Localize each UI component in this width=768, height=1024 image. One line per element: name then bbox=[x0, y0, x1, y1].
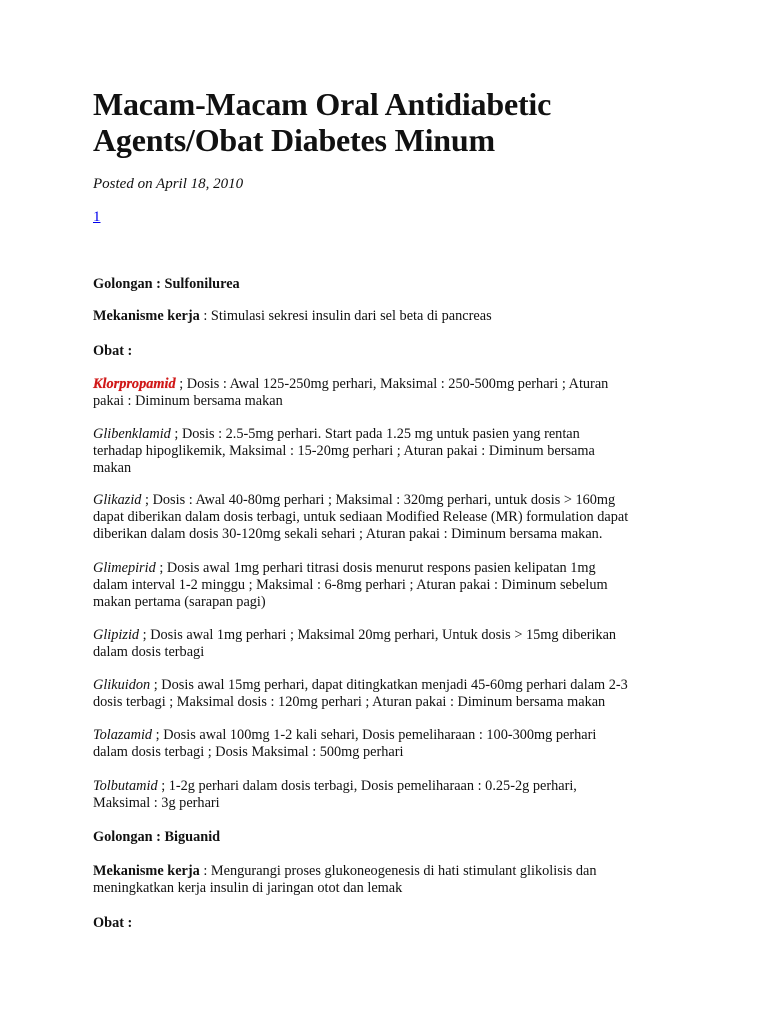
drug-entry-glikazid bbox=[93, 492, 693, 543]
drug-name-glimepirid: Glimepirid bbox=[93, 560, 156, 576]
mekanisme-sulfonilurea bbox=[93, 308, 683, 325]
section-heading-biguanid: Golongan : Biguanid bbox=[93, 829, 221, 845]
drug-text: dalam dosis terbagi ; Dosis Maksimal : 500mg perhari bbox=[93, 744, 404, 760]
obat-label-sulfonilurea: Obat : bbox=[93, 343, 133, 359]
article-title bbox=[93, 86, 683, 158]
section-heading-sulfonilurea: Golongan : Sulfonilurea bbox=[93, 276, 240, 292]
drug-text: ; Dosis awal 100mg 1-2 kali sehari, Dosis pemeliharaan : 100-300mg perhari bbox=[152, 727, 597, 743]
mekanisme-text: : Stimulasi sekresi insulin dari sel beta di pancreas bbox=[199, 308, 492, 324]
drug-name-glikuidon: Glikuidon bbox=[93, 677, 151, 693]
drug-text: dalam dosis terbagi bbox=[93, 644, 205, 660]
drug-entry-glipizid bbox=[93, 627, 693, 661]
drug-name-glikazid: Glikazid bbox=[93, 492, 142, 508]
mekanisme-text: : Mengurangi proses glukoneogenesis di hati stimulant glikolisis dan bbox=[199, 863, 597, 879]
drug-entry-glimepirid bbox=[93, 560, 693, 611]
drug-text: ; Dosis awal 1mg perhari titrasi dosis menurut respons pasien kelipatan 1mg bbox=[155, 560, 596, 576]
drug-text: Maksimal : 3g perhari bbox=[93, 795, 220, 811]
drug-name-tolazamid: Tolazamid bbox=[93, 727, 153, 743]
drug-entry-tolazamid bbox=[93, 727, 693, 761]
drug-text: diberikan dalam dosis 30-120mg sekali sehari ; Aturan pakai : Diminum bersama makan. bbox=[93, 526, 603, 542]
drug-name-glipizid: Glipizid bbox=[93, 627, 140, 643]
article-title-line1: Macam-Macam Oral Antidiabetic bbox=[93, 86, 552, 122]
drug-name-klorpropamid: Klorpropamid bbox=[93, 376, 176, 392]
drug-text: dapat diberikan dalam dosis terbagi, untuk sediaan Modified Release (MR) formulation dapat bbox=[93, 509, 629, 525]
article-title-line2: Agents/Obat Diabetes Minum bbox=[93, 122, 495, 158]
drug-text: terhadap hipoglikemik, Maksimal : 15-20mg perhari ; Aturan pakai : Diminum bersama bbox=[93, 443, 595, 459]
mekanisme-label: Mekanisme kerja bbox=[93, 308, 200, 324]
mekanisme-biguanid bbox=[93, 863, 693, 897]
comments-count-link[interactable]: 1 bbox=[93, 209, 101, 225]
drug-name-tolbutamid: Tolbutamid bbox=[93, 778, 158, 794]
drug-entry-glikuidon bbox=[93, 677, 693, 711]
drug-entry-klorpropamid bbox=[93, 376, 693, 410]
drug-text: makan pertama (sarapan pagi) bbox=[93, 594, 266, 610]
drug-text: ; Dosis awal 1mg perhari ; Maksimal 20mg perhari, Untuk dosis > 15mg diberikan bbox=[139, 627, 617, 643]
drug-text: makan bbox=[93, 460, 132, 476]
drug-entry-glibenklamid bbox=[93, 426, 693, 477]
drug-text: ; Dosis awal 15mg perhari, dapat ditingkatkan menjadi 45-60mg perhari dalam 2-3 bbox=[150, 677, 628, 693]
drug-name-glibenklamid: Glibenklamid bbox=[93, 426, 171, 442]
drug-text: ; Dosis : 2.5-5mg perhari. Start pada 1.25 mg untuk pasien yang rentan bbox=[170, 426, 580, 442]
drug-text: ; Dosis : Awal 125-250mg perhari, Maksimal : 250-500mg perhari ; Aturan bbox=[175, 376, 609, 392]
article bbox=[93, 86, 683, 931]
drug-entry-tolbutamid bbox=[93, 778, 693, 812]
obat-label-biguanid: Obat : bbox=[93, 915, 133, 931]
drug-text: pakai : Diminum bersama makan bbox=[93, 393, 283, 409]
drug-text: ; Dosis : Awal 40-80mg perhari ; Maksimal : 320mg perhari, untuk dosis > 160mg bbox=[141, 492, 616, 508]
posted-date: Posted on April 18, 2010 bbox=[93, 176, 244, 192]
drug-text: dalam interval 1-2 minggu ; Maksimal : 6-8mg perhari ; Aturan pakai : Diminum sebelum bbox=[93, 577, 608, 593]
mekanisme-label: Mekanisme kerja bbox=[93, 863, 200, 879]
drug-text: dosis terbagi ; Maksimal dosis : 120mg perhari ; Aturan pakai : Diminum bersama makan bbox=[93, 694, 606, 710]
mekanisme-text: meningkatkan kerja insulin di jaringan otot dan lemak bbox=[93, 880, 403, 896]
drug-text: ; 1-2g perhari dalam dosis terbagi, Dosis pemeliharaan : 0.25-2g perhari, bbox=[157, 778, 577, 794]
